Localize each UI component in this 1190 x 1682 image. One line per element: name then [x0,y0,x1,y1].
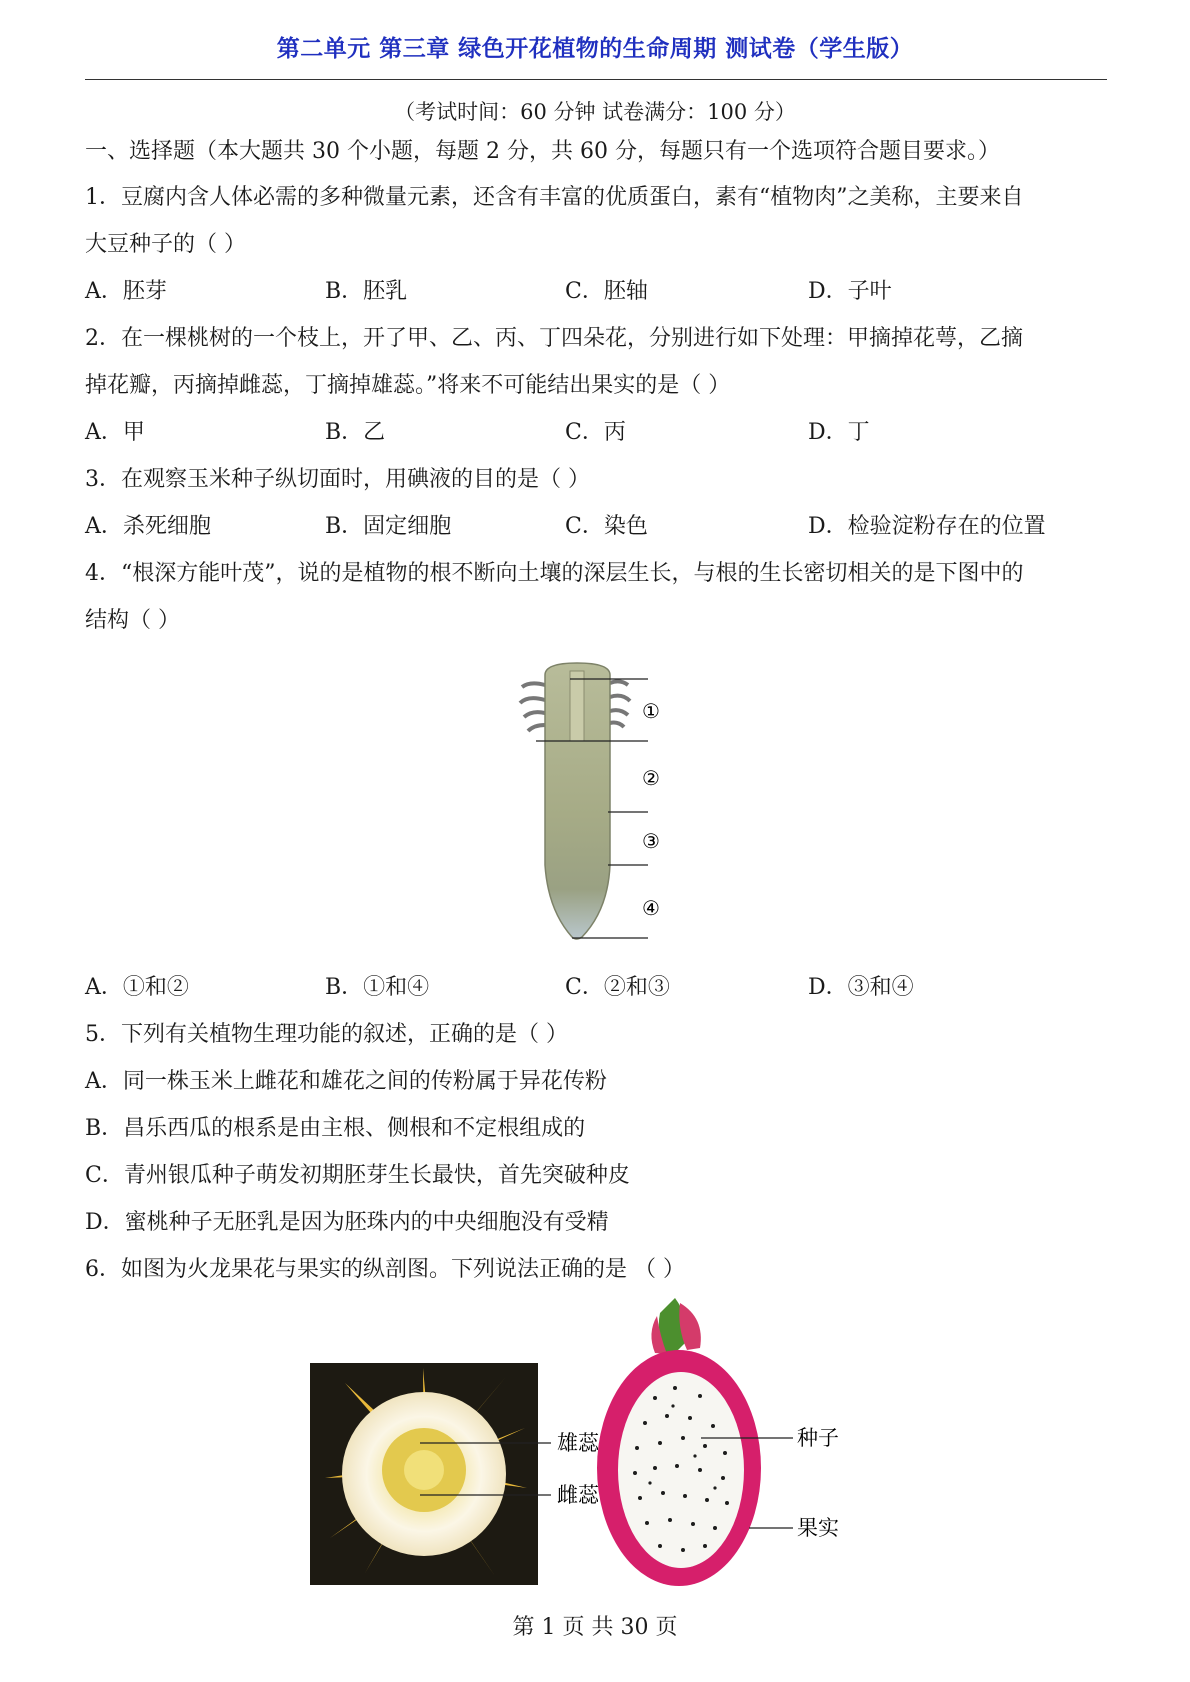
q6-stem-line1: 6．如图为火龙果花与果实的纵剖图。下列说法正确的是 （ ） [85,1257,685,1282]
figure-label-1: ① [642,699,660,723]
q4-stem-line1: 4．“根深方能叶茂”，说的是植物的根不断向土壤的深层生长，与根的生长密切相关的是下图中的 [85,561,1024,586]
page-footer: 第 1 页 共 30 页 [512,1615,678,1640]
title-divider [85,79,1107,80]
q3-option-a: A．杀死细胞 [85,514,211,539]
q1-option-c: C．胚轴 [565,279,648,304]
q1-option-d: D．子叶 [808,279,892,304]
figure-label-3: ③ [642,829,660,853]
figure-label-2: ② [642,766,660,790]
q3-option-c: C．染色 [565,514,648,539]
pitaya-figure [305,1288,905,1598]
root-tip-figure [510,655,670,945]
q1-stem-line2: 大豆种子的（ ） [85,232,246,257]
q2-option-d: D．丁 [808,420,870,445]
flower-photo [310,1363,538,1585]
q5-option-b: B．昌乐西瓜的根系是由主根、侧根和不定根组成的 [85,1116,586,1141]
q4-option-b: B．①和④ [325,975,430,1000]
q5-stem-line1: 5．下列有关植物生理功能的叙述，正确的是（ ） [85,1022,568,1047]
exam-subtitle: （考试时间：60 分钟 试卷满分：100 分） [394,100,796,124]
q4-option-a: A．①和② [85,975,189,1000]
q2-stem-line2: 掉花瓣，丙摘掉雌蕊，丁摘掉雄蕊。”将来不可能结出果实的是（ ） [85,373,731,398]
q2-option-c: C．丙 [565,420,626,445]
q2-stem-line1: 2．在一棵桃树的一个枝上，开了甲、乙、丙、丁四朵花，分别进行如下处理：甲摘掉花萼，乙摘 [85,326,1024,351]
q3-stem-line1: 3．在观察玉米种子纵切面时，用碘液的目的是（ ） [85,467,590,492]
q3-option-d: D．检验淀粉存在的位置 [808,514,1046,539]
q1-option-b: B．胚乳 [325,279,408,304]
figure-label-4: ④ [642,896,660,920]
q5-option-a: A．同一株玉米上雌花和雄花之间的传粉属于异花传粉 [85,1069,607,1094]
q3-option-b: B．固定细胞 [325,514,452,539]
q1-option-a: A．胚芽 [85,279,167,304]
exam-title: 第二单元 第三章 绿色开花植物的生命周期 测试卷（学生版） [276,36,914,62]
label-stamen: 雄蕊 [557,1431,599,1455]
label-fruit: 果实 [797,1516,839,1540]
q4-option-c: C．②和③ [565,975,670,1000]
q1-stem-line1: 1．豆腐内含人体必需的多种微量元素，还含有丰富的优质蛋白，素有“植物肉”之美称，主要来自 [85,185,1024,210]
label-pistil: 雌蕊 [557,1483,599,1507]
pitaya-fruit [597,1298,761,1586]
q5-option-c: C．青州银瓜种子萌发初期胚芽生长最快，首先突破种皮 [85,1163,630,1188]
q5-option-d: D．蜜桃种子无胚乳是因为胚珠内的中央细胞没有受精 [85,1210,609,1235]
section-heading: 一、选择题（本大题共 30 个小题，每题 2 分，共 60 分，每题只有一个选项符合题目要求。） [85,139,1000,164]
q4-stem-line2: 结构（ ） [85,608,180,633]
label-seed: 种子 [797,1426,839,1450]
vascular-core [570,671,584,741]
q4-option-d: D．③和④ [808,975,914,1000]
q2-option-b: B．乙 [325,420,386,445]
q2-option-a: A．甲 [85,420,145,445]
